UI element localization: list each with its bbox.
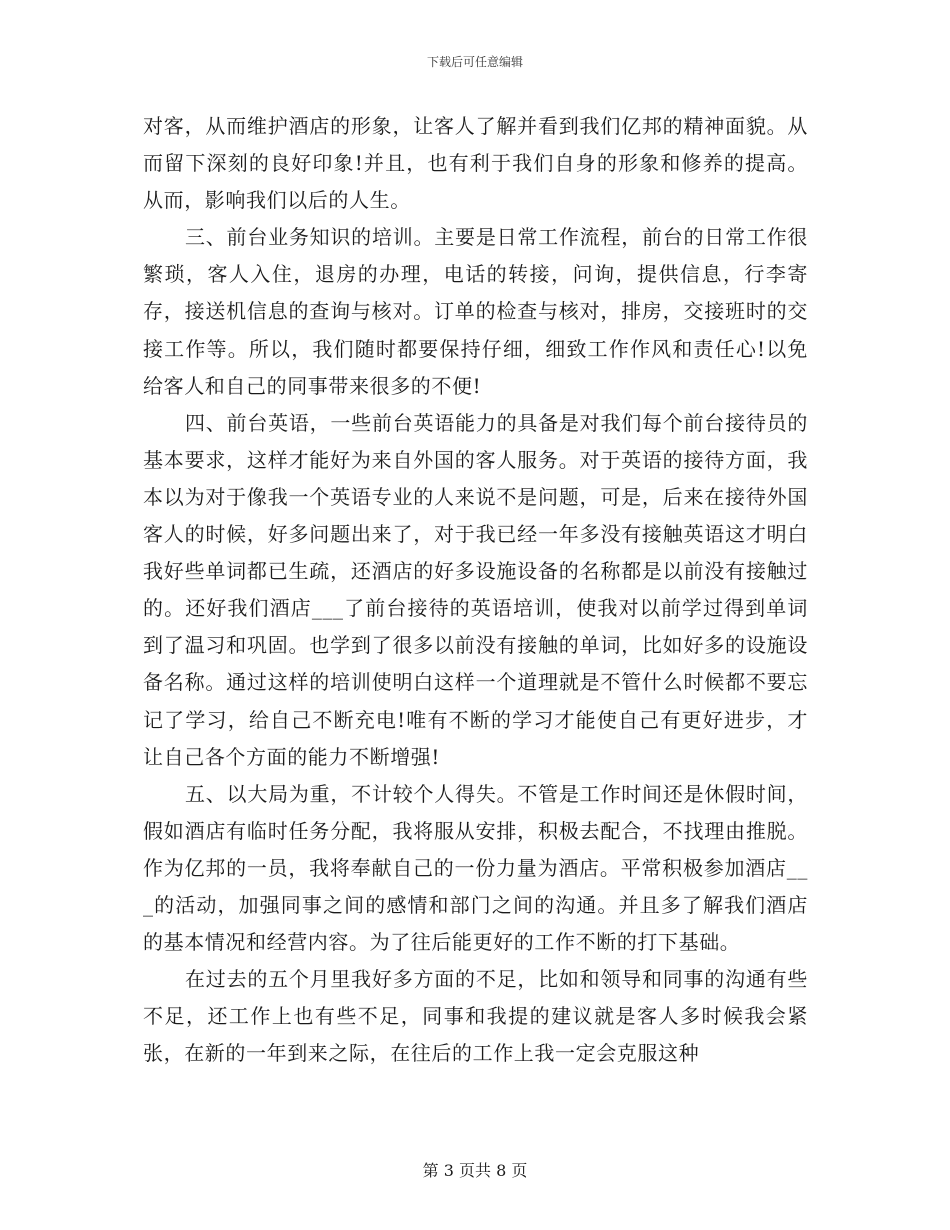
paragraph-summary: 在过去的五个月里我好多方面的不足，比如和领导和同事的沟通有些不足，还工作上也有些不足，同事和我提的建议就是客人多时候我会紧张，在新的一年到来之际，在往后的工作上我一定会克服这种 [143, 967, 808, 1066]
paragraph-section-4: 四、前台英语，一些前台英语能力的具备是对我们每个前台接待员的基本要求，这样才能好为来自外国的客人服务。对于英语的接待方面，我本以为对于像我一个英语专业的人来说不是问题，可是，后来在接待外国客人的时候，好多问题出来了，对于我已经一年多没有接触英语这才明白我好些单词都已生疏，还酒店的好多设施设备的名称都是以前没有接触过的。还好我们酒店___了前台接待的英语培训，使我对以前学过得到单词到了温习和巩固。也学到了很多以前没有接触的单词，比如好多的设施设备名称。通过这样的培训使明白这样一个道理就是不管什么时候都不要忘记了学习，给自己不断充电!唯有不断的学习才能使自己有更好进步，才让自己各个方面的能力不断增强! [143, 410, 808, 769]
paragraph-section-3: 三、前台业务知识的培训。主要是日常工作流程，前台的日常工作很繁琐，客人入住，退房的办理，电话的转接，问询，提供信息，行李寄存，接送机信息的查询与核对。订单的检查与核对，排房，交接班时的交接工作等。所以，我们随时都要保持仔细，细致工作作风和责任心!以免给客人和自己的同事带来很多的不便! [143, 225, 808, 398]
paragraph-continuation: 对客，从而维护酒店的形象，让客人了解并看到我们亿邦的精神面貌。从而留下深刻的良好印象!并且，也有利于我们自身的形象和修养的提高。从而，影响我们以后的人生。 [143, 114, 808, 213]
page-header-note: 下载后可任意编辑 [426, 55, 523, 69]
document-body [143, 108, 808, 1072]
paragraph-section-5: 五、以大局为重，不计较个人得失。不管是工作时间还是休假时间，假如酒店有临时任务分配，我将服从安排，积极去配合，不找理由推脱。作为亿邦的一员，我将奉献自己的一份力量为酒店。平常积极参加酒店___的活动，加强同事之间的感情和部门之间的沟通。并且多了解我们酒店的基本情况和经营内容。为了往后能更好的工作不断的打下基础。 [143, 781, 808, 955]
page-number-footer: 第 3 页共 8 页 [422, 1161, 528, 1180]
